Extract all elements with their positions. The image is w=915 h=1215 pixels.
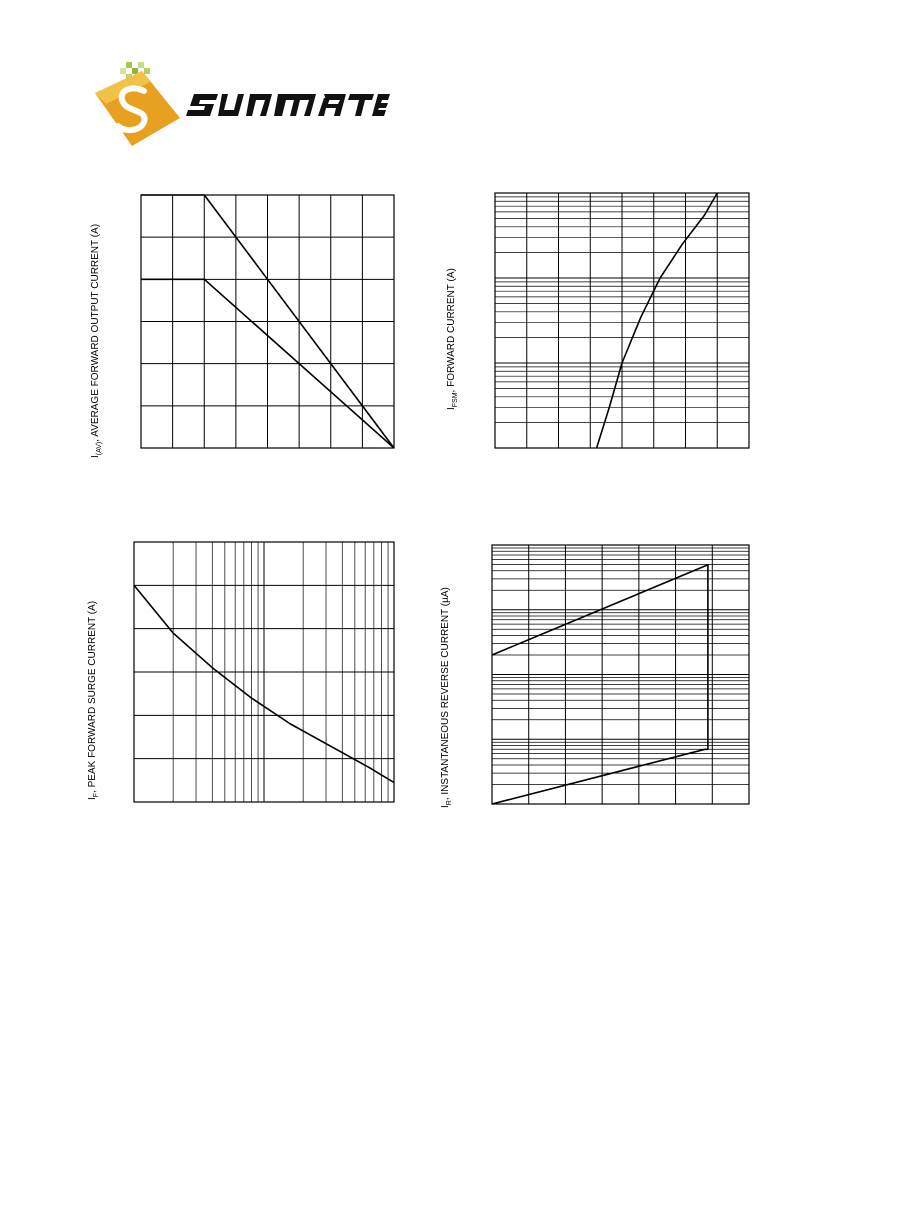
chart4-ylabel: $I_R$, INSTANTANEOUS REVERSE CURRENT (µA) (440, 587, 453, 808)
chart4-panel (492, 545, 749, 804)
chart3-panel (134, 542, 394, 802)
logo-wordmark (186, 94, 390, 116)
logo-badge-icon (95, 71, 180, 146)
chart2-plot (495, 193, 749, 448)
chart1-plot (141, 195, 394, 448)
series-line-1 (597, 193, 718, 448)
chart2-ylabel: $I_{FSM}$, FORWARD CURRENT (A) (446, 268, 459, 410)
chart4-plot (492, 545, 749, 804)
chart2-panel (495, 193, 749, 448)
sunmate-logo (90, 58, 390, 158)
chart1-panel (141, 195, 394, 448)
chart3-ylabel: $I_F$, PEAK FORWARD SURGE CURRENT (A) (87, 600, 100, 800)
chart1-ylabel: $I_{(AV)}$, AVERAGE FORWARD OUTPUT CURRENT (A) (90, 223, 103, 458)
chart3-plot (134, 542, 394, 802)
